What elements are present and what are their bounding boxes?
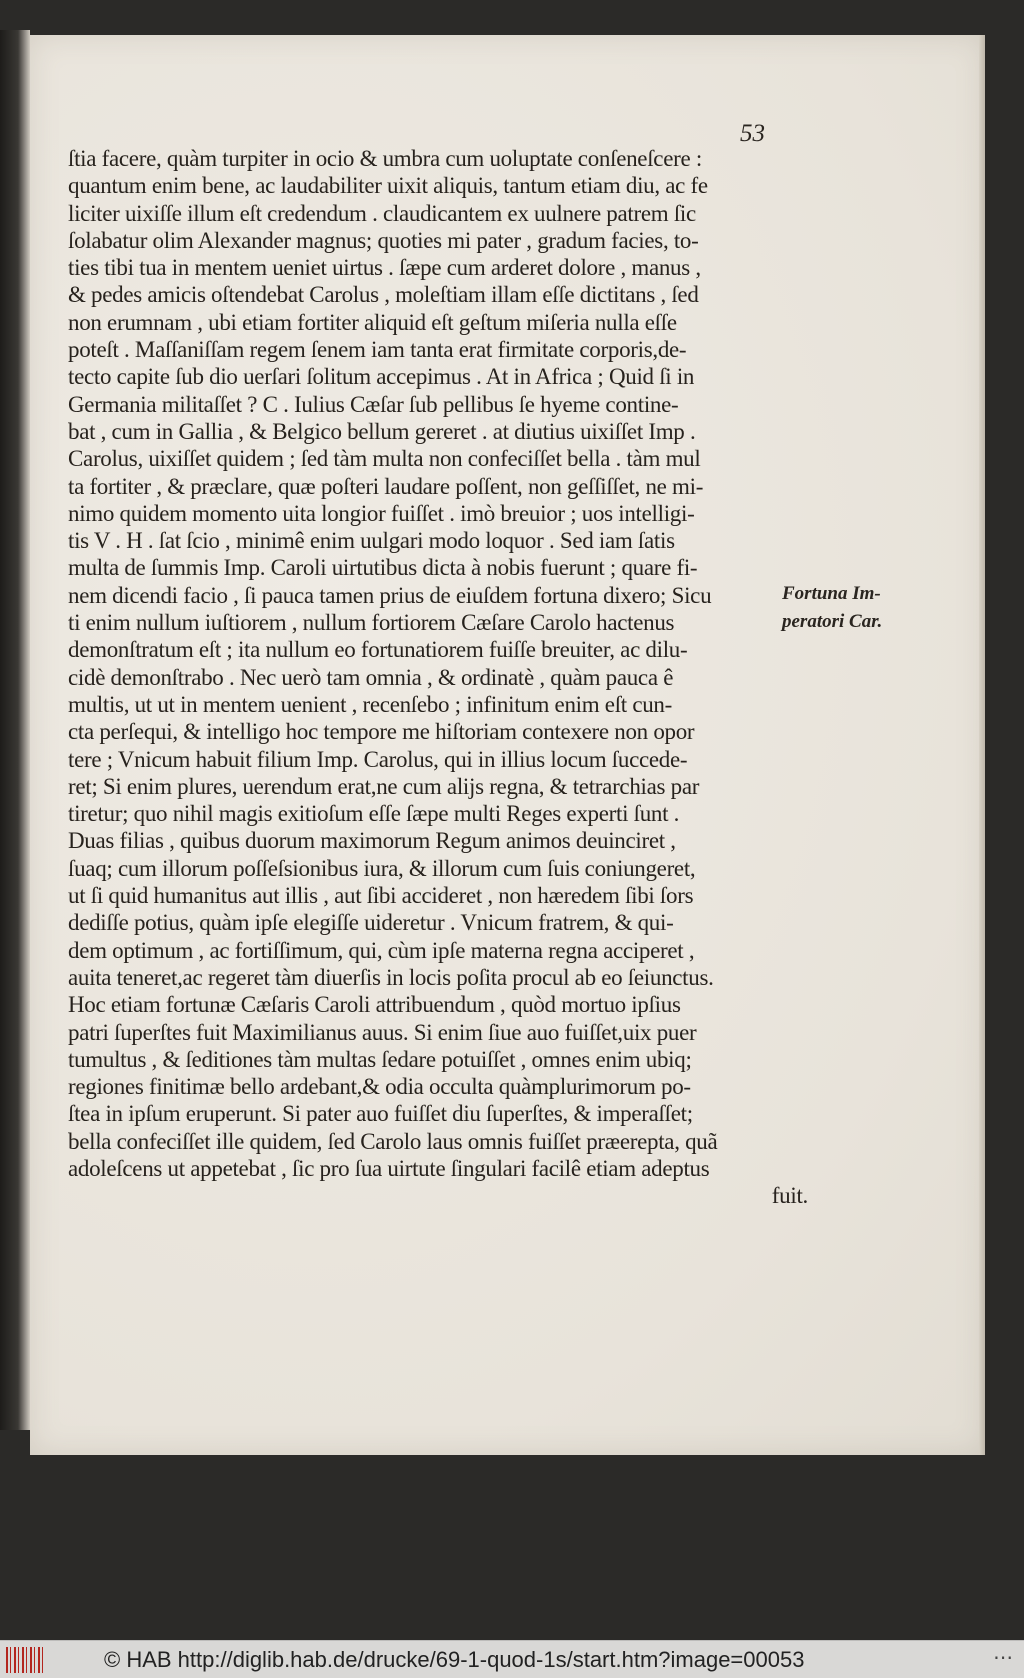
body-text xyxy=(68,145,808,1210)
more-icon[interactable]: ⋯ xyxy=(993,1647,1014,1669)
text-line-last: fuit. xyxy=(771,1183,808,1209)
text-line: multis, ut ut in mentem uenient , recenſebo ; infinitum enim eſt cun- xyxy=(68,691,672,717)
text-line: cta perſequi, & intelligo hoc tempore me hiſtoriam contexere non opor xyxy=(68,719,695,745)
footer-source-link[interactable]: © HAB http://diglib.hab.de/drucke/69-1-quod-1s/start.htm?image=00053 xyxy=(104,1647,805,1672)
text-line: ſtea in ipſum eruperunt. Si pater auo fuiſſet diu ſuperſtes, & imperaſſet; xyxy=(68,1101,693,1127)
book-page xyxy=(30,35,985,1455)
text-line: quantum enim bene, ac laudabiliter uixit aliquis, tantum etiam diu, ac fe xyxy=(68,173,708,199)
text-line: patri ſuperſtes fuit Maximilianus auus. Si enim ſiue auo fuiſſet,uix puer xyxy=(68,1019,697,1045)
page-number: 53 xyxy=(740,120,765,147)
text-line: ret; Si enim plures, uerendum erat,ne cum alijs regna, & tetrarchias par xyxy=(68,773,700,799)
text-line: tere ; Vnicum habuit filium Imp. Carolus, qui in illius locum ſuccede- xyxy=(68,746,688,772)
barcode-icon xyxy=(6,1647,46,1673)
page-edge xyxy=(979,35,985,1455)
marginal-note-line: peratori Car. xyxy=(782,611,883,632)
footer-bar xyxy=(0,1640,1024,1678)
text-line: ta fortiter , & præclare, quæ poſteri laudare poſſent, non geſſiſſet, ne mi- xyxy=(68,473,704,499)
text-line: auita teneret,ac regeret tàm diuerſis in locis poſita procul ab eo ſeiunctus. xyxy=(68,964,714,990)
text-line: ties tibi tua in mentem ueniet uirtus . ſæpe cum arderet dolore , manus , xyxy=(68,255,701,281)
text-line: bat , cum in Gallia , & Belgico bellum gereret . at diutius uixiſſet Imp . xyxy=(68,418,696,444)
marginal-note-line: Fortuna Im- xyxy=(782,583,881,604)
text-line: ſtia facere, quàm turpiter in ocio & umbra cum uoluptate conſeneſcere : xyxy=(68,146,702,171)
text-line: adoleſcens ut appetebat , ſic pro ſua uirtute ſingulari facilê etiam adeptus xyxy=(68,1155,710,1181)
text-line: Hoc etiam fortunæ Cæſaris Caroli attribuendum , quòd mortuo ipſius xyxy=(68,992,681,1018)
book-binding-edge xyxy=(0,30,30,1430)
text-line: dediſſe potius, quàm ipſe elegiſſe uideretur . Vnicum fratrem, & qui- xyxy=(68,910,674,936)
text-line: bella confeciſſet ille quidem, ſed Carolo laus omnis fuiſſet præerepta, quã xyxy=(68,1128,718,1154)
text-line: regiones finitimæ bello ardebant,& odia occulta quàmplurimorum po- xyxy=(68,1074,691,1100)
text-line: cidè demonſtrabo . Nec uerò tam omnia , & ordinatè , quàm pauca ê xyxy=(68,664,674,690)
text-line: tecto capite ſub dio uerſari ſolitum accepimus . At in Africa ; Quid ſi in xyxy=(68,364,695,390)
text-line: nem dicendi facio , ſi pauca tamen prius de eiuſdem fortuna dixero; Sicu xyxy=(68,582,712,608)
marginal-note xyxy=(782,580,892,636)
text-line: Duas filias , quibus duorum maximorum Regum animos deuinciret , xyxy=(68,828,676,854)
text-line: poteſt . Maſſaniſſam regem ſenem iam tanta erat firmitate corporis,de- xyxy=(68,337,687,363)
text-line: multa de ſummis Imp. Caroli uirtutibus dicta à nobis fuerunt ; quare fi- xyxy=(68,555,698,581)
text-line: non erumnam , ubi etiam fortiter aliquid eſt geſtum miſeria nulla eſſe xyxy=(68,309,677,335)
text-line: dem optimum , ac fortiſſimum, qui, cùm ipſe materna regna acciperet , xyxy=(68,937,695,963)
text-line: ti enim nullum iuſtiorem , nullum fortiorem Cæſare Carolo hactenus xyxy=(68,610,675,636)
text-line: Germania militaſſet ? C . Iulius Cæſar ſub pellibus ſe hyeme contine- xyxy=(68,391,679,417)
text-line: ut ſi quid humanitus aut illis , aut ſibi accideret , non hæredem ſibi ſors xyxy=(68,883,694,909)
text-line: ſolabatur olim Alexander magnus; quoties mi pater , gradum facies, to- xyxy=(68,227,699,253)
text-line: liciter uixiſſe illum eſt credendum . claudicantem ex uulnere patrem ſic xyxy=(68,200,696,226)
text-line: demonſtratum eſt ; ita nullum eo fortunatiorem fuiſſe breuiter, ac dilu- xyxy=(68,637,688,663)
text-line: ſuaq; cum illorum poſſeſsionibus iura, & illorum cum ſuis coniungeret, xyxy=(68,855,696,881)
text-line: tiretur; quo nihil magis exitioſum eſſe ſæpe multi Reges experti ſunt . xyxy=(68,801,680,827)
text-line: & pedes amicis oſtendebat Carolus , moleſtiam illam eſſe dictitans , ſed xyxy=(68,282,699,308)
text-line: Carolus, uixiſſet quidem ; ſed tàm multa non confeciſſet bella . tàm mul xyxy=(68,446,701,472)
text-line: nimo quidem momento uita longior fuiſſet . imò breuior ; uos intelligi- xyxy=(68,500,695,526)
text-line: tis V . H . ſat ſcio , minimê enim uulgari modo loquor . Sed iam ſatis xyxy=(68,528,675,554)
text-line: tumultus , & ſeditiones tàm multas ſedare potuiſſet , omnes enim ubiq; xyxy=(68,1046,692,1072)
